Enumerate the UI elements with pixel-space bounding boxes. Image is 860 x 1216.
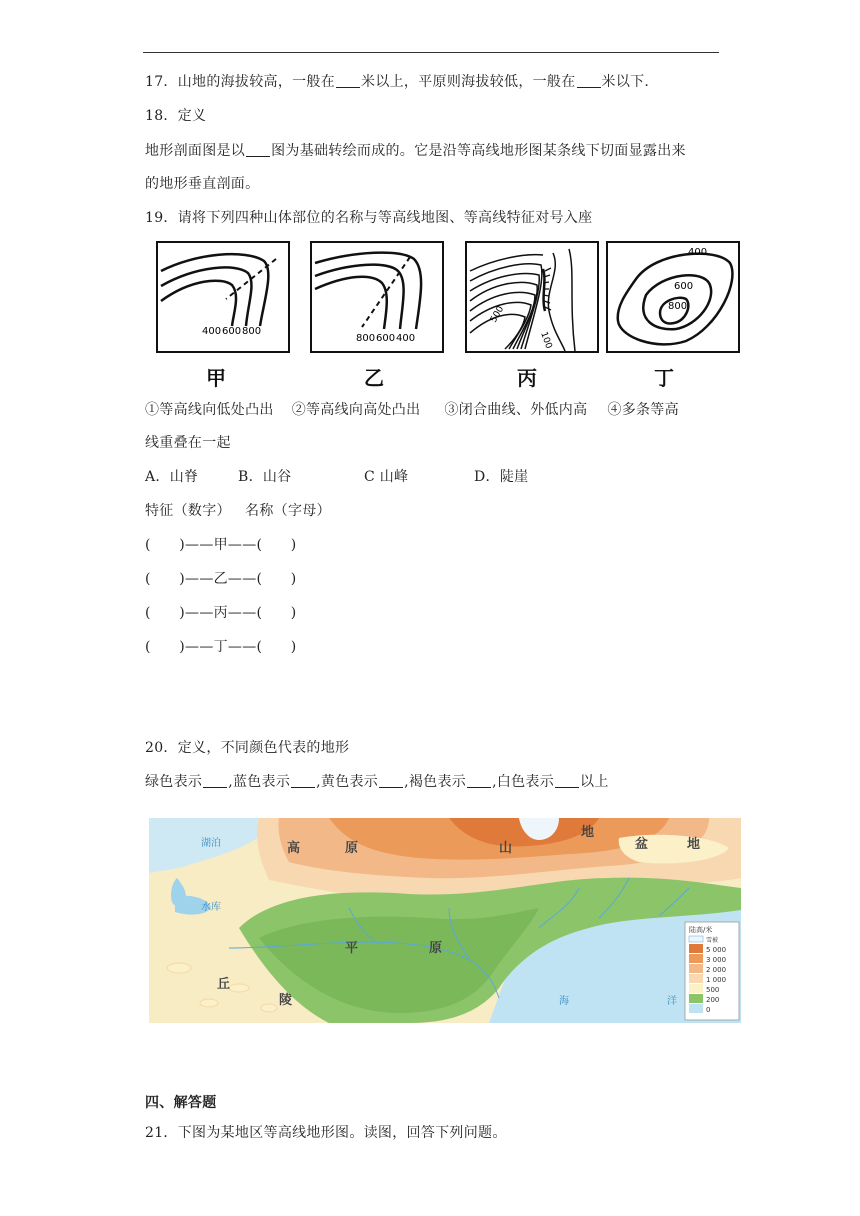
question-21: 21．下图为某地区等高线地形图。读图，回答下列问题。 — [145, 1125, 507, 1141]
map-label-sea: 海 — [559, 996, 569, 1007]
legend-swatch — [689, 984, 703, 993]
contour-label: 400 — [396, 333, 416, 344]
figure-caption-yi: 乙 — [364, 366, 384, 390]
map-label-plateau: 原 — [345, 841, 359, 856]
legend-level-label: 0 — [706, 1006, 711, 1014]
contour-label: 600 — [674, 281, 694, 292]
match-row-jia[interactable]: ( )——甲——( ) — [145, 537, 297, 553]
question-18-title: 18．定义 — [145, 108, 207, 124]
legend-swatch — [689, 954, 703, 963]
question-18-line2: 的地形垂直剖面。 — [145, 176, 260, 192]
map-label-sea: 洋 — [667, 996, 677, 1007]
section-title: 四、解答题 — [145, 1095, 217, 1111]
contour-label: 600 — [222, 326, 242, 337]
map-label-mountain: 山 — [499, 841, 513, 856]
terrain-map — [149, 818, 741, 1023]
figure-caption-jia: 甲 — [206, 366, 226, 390]
legend-swatch — [689, 1004, 703, 1013]
match-header: 特征（数字） 名称（字母） — [145, 503, 331, 519]
map-legend — [685, 922, 739, 1020]
map-label-plateau: 高 — [287, 841, 301, 856]
map-label-basin: 盆 — [635, 837, 649, 852]
map-label-plain: 原 — [429, 941, 443, 956]
blank[interactable] — [203, 773, 227, 788]
contour-label: 400 — [202, 326, 222, 337]
contour-figure-bing — [465, 241, 599, 353]
contour-label: 800 — [242, 326, 262, 337]
legend-title: 陆高/米 — [689, 926, 713, 934]
question-20-title: 20．定义，不同颜色代表的地形 — [145, 740, 350, 756]
legend-snow: 雪被 — [706, 937, 719, 944]
map-label-mountain: 地 — [581, 825, 595, 840]
map-label-reservoir: 水库 — [201, 902, 221, 913]
legend-swatch — [689, 974, 703, 983]
legend-level-label: 3 000 — [706, 956, 727, 964]
legend-level-label: 1 000 — [706, 976, 727, 984]
question-18-line1: 地形剖面图是以 图为基础转绘而成的。它是沿等高线地形图某条线下切面显露出来 — [145, 143, 686, 159]
legend-swatch — [689, 944, 703, 953]
map-label-lake: 湖泊 — [201, 838, 221, 849]
blank[interactable] — [336, 73, 360, 88]
blank[interactable] — [246, 142, 270, 157]
blank[interactable] — [555, 773, 579, 788]
blank[interactable] — [467, 773, 491, 788]
contour-figure-ding — [606, 241, 740, 353]
map-label-basin: 地 — [687, 837, 701, 852]
contour-label: 800 — [668, 301, 688, 312]
legend-level-label: 200 — [706, 996, 720, 1004]
feature-list: ①等高线向低处凸出 ②等高线向高处凸出 ③闭合曲线、外低内高 ④多条等高 — [145, 402, 679, 418]
contour-label: 400 — [688, 247, 708, 258]
contour-label: 100 — [538, 330, 554, 351]
match-row-ding[interactable]: ( )——丁——( ) — [145, 639, 297, 655]
blank[interactable] — [379, 773, 403, 788]
legend-level-label: 500 — [706, 986, 720, 994]
figure-caption-bing: 丙 — [517, 366, 537, 390]
map-label-plain: 平 — [345, 941, 359, 956]
contour-figure-jia — [156, 241, 290, 353]
figure-caption-ding: 丁 — [654, 366, 674, 390]
question-19-title: 19．请将下列四种山体部位的名称与等高线地图、等高线特征对号入座 — [145, 210, 593, 226]
legend-swatch — [689, 964, 703, 973]
choice-list: A．山脊 B．山谷 C 山峰 D．陡崖 — [145, 469, 529, 485]
match-row-yi[interactable]: ( )——乙——( ) — [145, 571, 297, 587]
match-row-bing[interactable]: ( )——丙——( ) — [145, 605, 297, 621]
map-label-hill: 丘 — [217, 977, 231, 992]
question-20-line: 绿色表示 ,蓝色表示 ,黄色表示 ,褐色表示 ,白色表示 以上 — [145, 774, 609, 790]
legend-swatch — [689, 994, 703, 1003]
legend-level-label: 5 000 — [706, 946, 727, 954]
blank[interactable] — [577, 73, 601, 88]
feature-list-cont: 线重叠在一起 — [145, 435, 231, 451]
legend-level-label: 2 000 — [706, 966, 727, 974]
header-rule — [143, 52, 719, 53]
contour-label: 800 — [356, 333, 376, 344]
contour-label: 600 — [376, 333, 396, 344]
map-label-hill: 陵 — [279, 993, 293, 1008]
contour-figure-yi — [310, 241, 444, 353]
contour-label: 500 — [488, 304, 507, 325]
blank[interactable] — [291, 773, 315, 788]
question-17: 17．山地的海拔较高，一般在 米以上，平原则海拔较低，一般在 米以下. — [145, 74, 650, 90]
